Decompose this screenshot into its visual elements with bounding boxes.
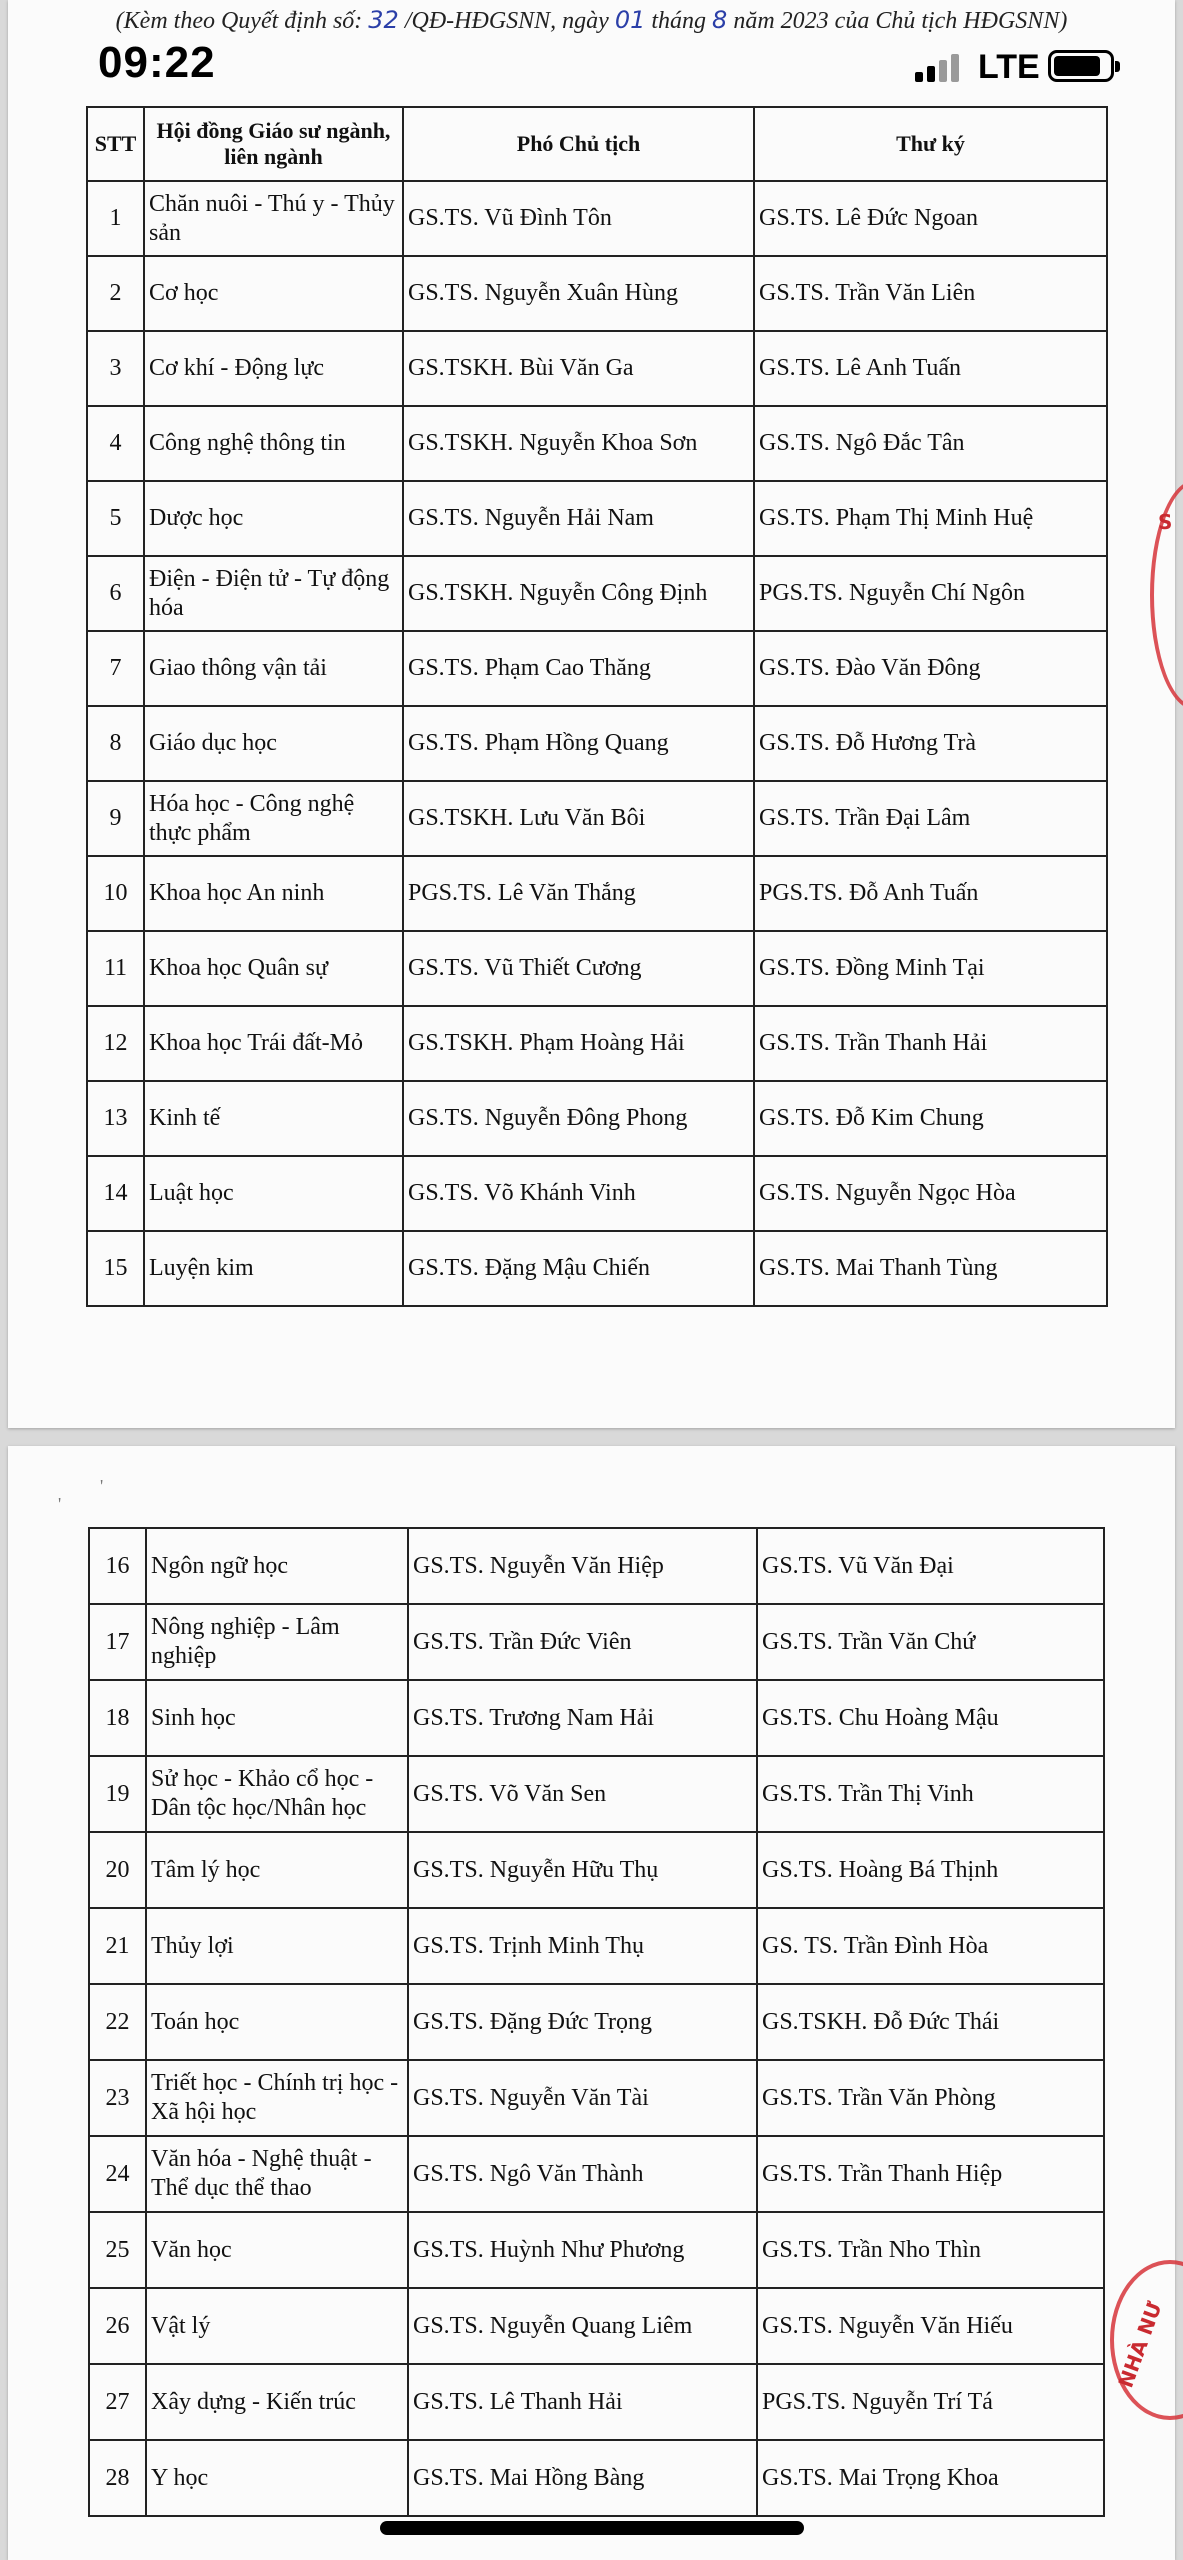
council-name: Y học (146, 2440, 408, 2516)
council-name: Vật lý (146, 2288, 408, 2364)
council-name: Văn học (146, 2212, 408, 2288)
secretary-name: GS.TS. Đỗ Kim Chung (754, 1081, 1107, 1156)
vice-chair-name: GS.TS. Mai Hồng Bàng (408, 2440, 757, 2516)
council-name: Văn hóa - Nghệ thuật - Thể dục thể thao (146, 2136, 408, 2212)
table-row (87, 931, 1107, 1006)
vice-chair-name: GS.TSKH. Lưu Văn Bôi (403, 781, 754, 856)
secretary-name: GS.TSKH. Đỗ Đức Thái (757, 1984, 1104, 2060)
handwritten-day: 01 (614, 6, 646, 34)
scan-mark: ' (100, 1476, 104, 1496)
row-number: 27 (89, 2364, 146, 2440)
vice-chair-name: GS.TS. Ngô Văn Thành (408, 2136, 757, 2212)
table-row (87, 631, 1107, 706)
table-row (89, 1832, 1104, 1908)
row-number: 7 (87, 631, 144, 706)
row-number: 8 (87, 706, 144, 781)
scan-mark: ' (58, 1494, 62, 1514)
vice-chair-name: GS.TS. Huỳnh Như Phương (408, 2212, 757, 2288)
secretary-name: GS.TS. Trần Văn Chứ (757, 1604, 1104, 1680)
secretary-name: GS. TS. Trần Đình Hòa (757, 1908, 1104, 1984)
decision-subtitle (8, 6, 1175, 35)
row-number: 9 (87, 781, 144, 856)
council-name: Dược học (144, 481, 403, 556)
table-row (87, 481, 1107, 556)
council-name: Xây dựng - Kiến trúc (146, 2364, 408, 2440)
secretary-name: PGS.TS. Nguyễn Trí Tá (757, 2364, 1104, 2440)
row-number: 2 (87, 256, 144, 331)
vice-chair-name: GS.TS. Nguyễn Xuân Hùng (403, 256, 754, 331)
subtitle-text: (Kèm theo Quyết định số: (115, 8, 369, 34)
council-name: Sử học - Khảo cổ học - Dân tộc học/Nhân học (146, 1756, 408, 1832)
secretary-name: GS.TS. Lê Anh Tuấn (754, 331, 1107, 406)
table-row (89, 1756, 1104, 1832)
table-row (89, 2136, 1104, 2212)
secretary-name: GS.TS. Trần Thanh Hiệp (757, 2136, 1104, 2212)
vice-chair-name: GS.TS. Lê Thanh Hải (408, 2364, 757, 2440)
secretary-name: GS.TS. Trần Nho Thìn (757, 2212, 1104, 2288)
secretary-name: GS.TS. Nguyễn Ngọc Hòa (754, 1156, 1107, 1231)
row-number: 18 (89, 1680, 146, 1756)
council-name: Luật học (144, 1156, 403, 1231)
row-number: 22 (89, 1984, 146, 2060)
handwritten-decision-number: 32 (368, 6, 399, 34)
secretary-name: GS.TS. Phạm Thị Minh Huệ (754, 481, 1107, 556)
table-row (87, 856, 1107, 931)
secretary-name: GS.TS. Vũ Văn Đại (757, 1528, 1104, 1604)
row-number: 20 (89, 1832, 146, 1908)
vice-chair-name: GS.TS. Nguyễn Hải Nam (403, 481, 754, 556)
vice-chair-name: GS.TS. Trương Nam Hải (408, 1680, 757, 1756)
vice-chair-name: GS.TSKH. Nguyễn Công Định (403, 556, 754, 631)
council-name: Kinh tế (144, 1081, 403, 1156)
vice-chair-name: GS.TS. Võ Khánh Vinh (403, 1156, 754, 1231)
vice-chair-name: PGS.TS. Lê Văn Thắng (403, 856, 754, 931)
table-row (87, 1156, 1107, 1231)
vice-chair-name: GS.TSKH. Bùi Văn Ga (403, 331, 754, 406)
signal-bars-icon (915, 52, 959, 82)
battery-cap (1115, 61, 1120, 72)
column-header-secretary: Thư ký (754, 107, 1107, 181)
council-name: Khoa học Quân sự (144, 931, 403, 1006)
row-number: 25 (89, 2212, 146, 2288)
table-row (89, 1528, 1104, 1604)
row-number: 15 (87, 1231, 144, 1306)
vice-chair-name: GS.TS. Trịnh Minh Thụ (408, 1908, 757, 1984)
table-row (89, 1984, 1104, 2060)
table-row (89, 2364, 1104, 2440)
column-header-stt: STT (87, 107, 144, 181)
secretary-name: GS.TS. Hoàng Bá Thịnh (757, 1832, 1104, 1908)
table-row (89, 2212, 1104, 2288)
council-name: Khoa học An ninh (144, 856, 403, 931)
row-number: 13 (87, 1081, 144, 1156)
table-row (87, 556, 1107, 631)
vice-chair-name: GS.TS. Phạm Hồng Quang (403, 706, 754, 781)
secretary-name: GS.TS. Nguyễn Văn Hiếu (757, 2288, 1104, 2364)
council-table-part-2 (88, 1527, 1105, 2517)
row-number: 3 (87, 331, 144, 406)
seal-lettering: NHÀ NƯ (1113, 2298, 1167, 2391)
row-number: 14 (87, 1156, 144, 1231)
council-name: Thủy lợi (146, 1908, 408, 1984)
table-row (87, 781, 1107, 856)
table-row (89, 2288, 1104, 2364)
subtitle-text: năm 2023 của Chủ tịch HĐGSNN) (727, 8, 1068, 34)
subtitle-text: /QĐ-HĐGSNN, ngày (398, 8, 615, 34)
vice-chair-name: GS.TSKH. Phạm Hoàng Hải (403, 1006, 754, 1081)
row-number: 23 (89, 2060, 146, 2136)
council-name: Hóa học - Công nghệ thực phẩm (144, 781, 403, 856)
table-row (87, 181, 1107, 256)
network-type: LTE (978, 48, 1040, 86)
status-bar (0, 36, 1183, 94)
row-number: 26 (89, 2288, 146, 2364)
handwritten-month: 8 (712, 6, 728, 34)
secretary-name: GS.TS. Lê Đức Ngoan (754, 181, 1107, 256)
vice-chair-name: GS.TS. Võ Văn Sen (408, 1756, 757, 1832)
row-number: 28 (89, 2440, 146, 2516)
home-indicator[interactable] (380, 2521, 804, 2535)
table-row (87, 1081, 1107, 1156)
vice-chair-name: GS.TS. Đặng Đức Trọng (408, 1984, 757, 2060)
row-number: 1 (87, 181, 144, 256)
vice-chair-name: GS.TS. Nguyễn Văn Tài (408, 2060, 757, 2136)
council-name: Cơ khí - Động lực (144, 331, 403, 406)
secretary-name: GS.TS. Trần Văn Liên (754, 256, 1107, 331)
table-row (89, 1680, 1104, 1756)
table-row (87, 331, 1107, 406)
council-name: Tâm lý học (146, 1832, 408, 1908)
secretary-name: PGS.TS. Đỗ Anh Tuấn (754, 856, 1107, 931)
column-header-vice-chair: Phó Chủ tịch (403, 107, 754, 181)
row-number: 24 (89, 2136, 146, 2212)
secretary-name: PGS.TS. Nguyễn Chí Ngôn (754, 556, 1107, 631)
table-row (87, 256, 1107, 331)
council-name: Toán học (146, 1984, 408, 2060)
table-row (89, 1908, 1104, 1984)
vice-chair-name: GS.TS. Đặng Mậu Chiến (403, 1231, 754, 1306)
vice-chair-name: GS.TS. Vũ Thiết Cương (403, 931, 754, 1006)
row-number: 6 (87, 556, 144, 631)
subtitle-text: tháng (645, 8, 713, 34)
vice-chair-name: GS.TS. Nguyễn Đông Phong (403, 1081, 754, 1156)
vice-chair-name: GS.TSKH. Nguyễn Khoa Sơn (403, 406, 754, 481)
row-number: 10 (87, 856, 144, 931)
row-number: 19 (89, 1756, 146, 1832)
secretary-name: GS.TS. Đào Văn Đông (754, 631, 1107, 706)
council-name: Triết học - Chính trị học - Xã hội học (146, 2060, 408, 2136)
secretary-name: GS.TS. Mai Trọng Khoa (757, 2440, 1104, 2516)
table-row (87, 1231, 1107, 1306)
vice-chair-name: GS.TS. Trần Đức Viên (408, 1604, 757, 1680)
row-number: 5 (87, 481, 144, 556)
vice-chair-name: GS.TS. Nguyễn Văn Hiệp (408, 1528, 757, 1604)
table-row (89, 2060, 1104, 2136)
secretary-name: GS.TS. Trần Thanh Hải (754, 1006, 1107, 1081)
row-number: 12 (87, 1006, 144, 1081)
row-number: 16 (89, 1528, 146, 1604)
vice-chair-name: GS.TS. Nguyễn Quang Liêm (408, 2288, 757, 2364)
vice-chair-name: GS.TS. Phạm Cao Thăng (403, 631, 754, 706)
council-name: Chăn nuôi - Thú y - Thủy sản (144, 181, 403, 256)
clock: 09:22 (98, 38, 216, 87)
battery-icon (1048, 50, 1114, 82)
secretary-name: GS.TS. Đỗ Hương Trà (754, 706, 1107, 781)
row-number: 4 (87, 406, 144, 481)
table-row (89, 2440, 1104, 2516)
council-name: Giáo dục học (144, 706, 403, 781)
council-name: Công nghệ thông tin (144, 406, 403, 481)
secretary-name: GS.TS. Ngô Đắc Tân (754, 406, 1107, 481)
table-row (89, 1604, 1104, 1680)
council-table-part-1 (86, 106, 1108, 1307)
council-name: Giao thông vận tải (144, 631, 403, 706)
table-row (87, 406, 1107, 481)
vice-chair-name: GS.TS. Nguyễn Hữu Thụ (408, 1832, 757, 1908)
column-header-council: Hội đồng Giáo sư ngành, liên ngành (144, 107, 403, 181)
battery-fill (1054, 56, 1100, 76)
row-number: 17 (89, 1604, 146, 1680)
secretary-name: GS.TS. Trần Văn Phòng (757, 2060, 1104, 2136)
council-name: Sinh học (146, 1680, 408, 1756)
secretary-name: GS.TS. Đồng Minh Tại (754, 931, 1107, 1006)
row-number: 11 (87, 931, 144, 1006)
table-row (87, 706, 1107, 781)
vice-chair-name: GS.TS. Vũ Đình Tôn (403, 181, 754, 256)
secretary-name: GS.TS. Trần Đại Lâm (754, 781, 1107, 856)
council-name: Ngôn ngữ học (146, 1528, 408, 1604)
council-name: Khoa học Trái đất-Mỏ (144, 1006, 403, 1081)
secretary-name: GS.TS. Mai Thanh Tùng (754, 1231, 1107, 1306)
council-name: Nông nghiệp - Lâm nghiệp (146, 1604, 408, 1680)
seal-lettering: S (1158, 510, 1173, 534)
council-name: Luyện kim (144, 1231, 403, 1306)
secretary-name: GS.TS. Chu Hoàng Mậu (757, 1680, 1104, 1756)
table-row (87, 1006, 1107, 1081)
row-number: 21 (89, 1908, 146, 1984)
table-header-row (87, 107, 1107, 181)
secretary-name: GS.TS. Trần Thị Vinh (757, 1756, 1104, 1832)
council-name: Điện - Điện tử - Tự động hóa (144, 556, 403, 631)
council-name: Cơ học (144, 256, 403, 331)
